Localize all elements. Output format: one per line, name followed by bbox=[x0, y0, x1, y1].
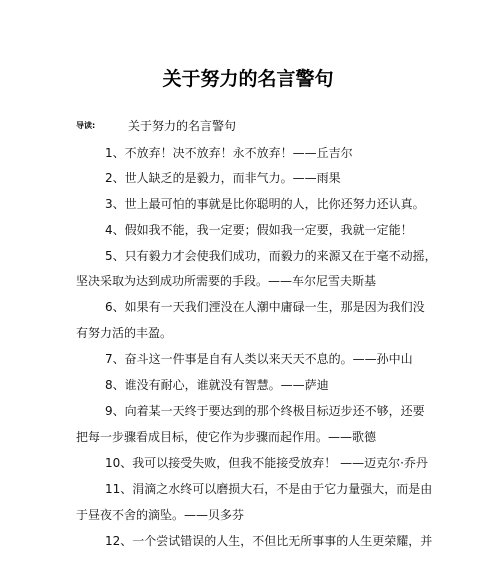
quote-line: 把每一步骤看成目标，使它作为步骤而起作用。——歌德 bbox=[76, 430, 377, 444]
quote-line: 6、如果有一天我们湮没在人潮中庸碌一生，那是因为我们没 bbox=[105, 300, 425, 314]
quote-line: 2、世人缺乏的是毅力，而非气力。——雨果 bbox=[105, 171, 341, 185]
document-title: 关于努力的名言警句 bbox=[162, 68, 334, 90]
quote-line: 5、只有毅力才会使我们成功，而毅力的来源又在于毫不动摇， bbox=[105, 249, 437, 263]
quote-line: 坚决采取为达到成功所需要的手段。——车尔尼雪夫斯基 bbox=[76, 274, 377, 288]
intro-label: 导读: bbox=[76, 121, 96, 130]
intro-text: 关于努力的名言警句 bbox=[128, 119, 237, 133]
quote-line: 3、世上最可怕的事就是比你聪明的人，比你还努力还认真。 bbox=[105, 197, 425, 211]
quote-line: 7、奋斗这一件事是自有人类以来天天不息的。——孙中山 bbox=[105, 352, 413, 366]
quote-line: 于昼夜不舍的滴坠。——贝多芬 bbox=[76, 508, 245, 522]
quote-line: 1、不放弃！决不放弃！永不放弃！——丘吉尔 bbox=[105, 146, 353, 160]
quote-line: 9、向着某一天终于要达到的那个终极目标迈步还不够，还要 bbox=[105, 404, 425, 418]
quote-line: 8、谁没有耐心，谁就没有智慧。——萨迪 bbox=[105, 378, 329, 392]
quote-line: 12、一个尝试错误的人生，不但比无所事事的人生更荣耀，并 bbox=[105, 534, 433, 548]
quote-line: 4、假如我不能，我一定要；假如我一定要，我就一定能！ bbox=[105, 223, 413, 237]
quote-line: 11、涓滴之水终可以磨损大石，不是由于它力量强大，而是由 bbox=[105, 482, 433, 496]
quote-line: 有努力活的丰盈。 bbox=[76, 326, 173, 340]
quote-line: 10、我可以接受失败，但我不能接受放弃！ ——迈克尔·乔丹 bbox=[105, 456, 428, 470]
